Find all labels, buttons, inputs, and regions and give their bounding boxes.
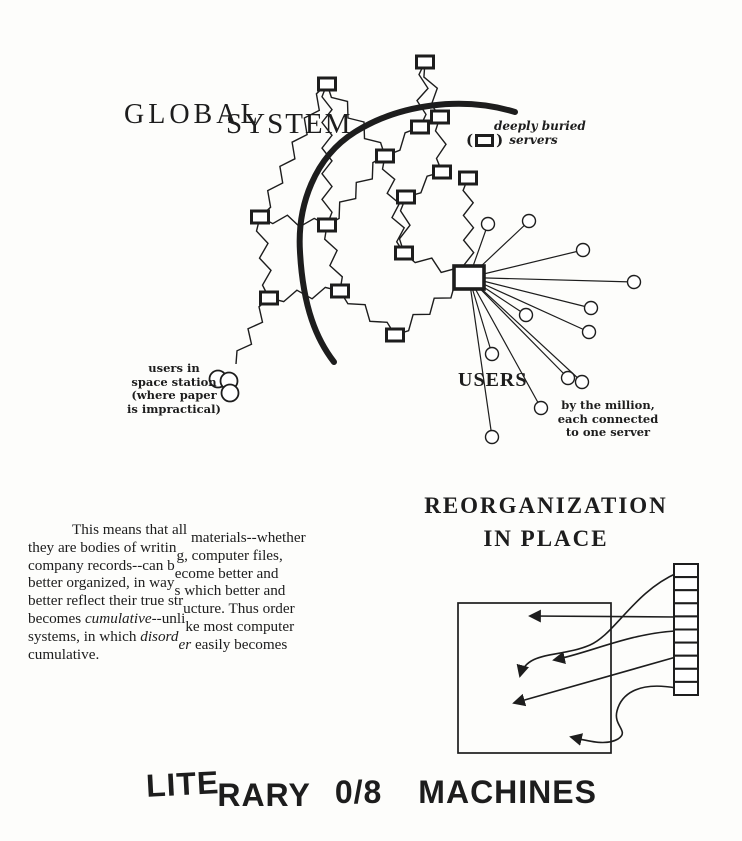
user-terminal — [482, 218, 495, 231]
server-node — [252, 211, 269, 223]
paragraph-line: This means that all materials--whether — [72, 521, 306, 546]
book-title — [145, 764, 597, 813]
reorg-arrow — [530, 616, 676, 617]
station-caption-line: is impractical) — [127, 401, 221, 416]
zigzag-link — [417, 62, 428, 127]
stack-cell — [674, 616, 698, 629]
deeply-buried-line1: deeply buried — [494, 119, 586, 133]
user-terminal — [576, 376, 589, 389]
stack-cell — [674, 577, 698, 590]
user-terminal — [523, 215, 536, 228]
server-node — [412, 121, 429, 133]
reorg-arrow — [554, 631, 675, 660]
server-node — [398, 191, 415, 203]
user-terminal — [577, 244, 590, 257]
server-node — [396, 247, 413, 259]
server-node — [377, 150, 394, 162]
user-terminal — [628, 276, 641, 289]
zigzag-link — [327, 156, 385, 225]
zigzag-link — [257, 217, 272, 298]
station-caption-line: (where paper — [131, 388, 217, 402]
user-link-line — [469, 278, 591, 309]
million-caption-line: to one server — [565, 425, 651, 439]
user-link-line — [469, 278, 582, 383]
book-title-lite: LITE — [145, 764, 221, 804]
paragraph-line: becomes cumulative--unlike most computer — [28, 609, 295, 635]
stack-cell — [674, 603, 698, 616]
million-caption-line: by the million, — [561, 398, 655, 412]
reorg-arrow — [520, 573, 677, 676]
deeply-buried-servers-word: servers — [509, 133, 558, 147]
paragraph-line: company records--can become better and — [28, 556, 279, 582]
server-node — [332, 285, 349, 297]
paren-close: ) — [496, 131, 504, 149]
system-label: SYSTEM — [226, 108, 353, 140]
server-node — [319, 78, 336, 90]
station-caption-line: space station — [131, 374, 217, 389]
zigzag-link — [260, 84, 327, 217]
server-node — [387, 329, 404, 341]
book-title-rary: RARY — [217, 777, 311, 813]
users-label: USERS — [458, 369, 528, 391]
server-node — [261, 292, 278, 304]
folded-paragraph — [28, 521, 368, 663]
user-link-line — [469, 278, 634, 283]
reorg-arrow — [571, 686, 676, 742]
user-terminal — [520, 309, 533, 322]
reorg-arrow — [514, 657, 676, 703]
paragraph-line: they are bodies of writing, computer files, — [28, 538, 283, 564]
server-node — [434, 166, 451, 178]
stack-cell — [674, 643, 698, 656]
deeply-buried-caption — [466, 119, 586, 147]
reorganization-title-line2: IN PLACE — [483, 526, 609, 551]
station-zigzag-link — [236, 298, 269, 364]
user-terminal — [583, 326, 596, 339]
deeply-buried-line2 — [466, 133, 586, 147]
million-caption-line: each connected — [557, 411, 659, 426]
million-caption — [550, 399, 666, 440]
user-link-line — [469, 278, 589, 333]
stack-cell — [674, 669, 698, 682]
paren-open: ( — [466, 131, 474, 149]
space-station-caption — [118, 362, 230, 416]
book-title-machines: MACHINES — [418, 774, 597, 810]
server-node — [417, 56, 434, 68]
user-terminal — [562, 372, 575, 385]
paragraph-line: better organized, in ways which better and — [28, 574, 286, 600]
server-node — [319, 219, 336, 231]
reorganization-title — [398, 489, 694, 555]
zigzag-link — [436, 117, 447, 172]
document-square — [458, 603, 611, 753]
user-link-line — [469, 250, 583, 278]
main-server-node — [454, 266, 484, 289]
user-terminal — [585, 302, 598, 315]
user-terminal — [486, 348, 499, 361]
server-box-icon — [475, 134, 494, 147]
server-node — [432, 111, 449, 123]
reorganization-title-line1: REORGANIZATION — [424, 493, 668, 518]
zigzag-link — [463, 178, 474, 278]
zigzag-link — [260, 215, 327, 227]
user-terminal — [535, 402, 548, 415]
stack-cell — [674, 656, 698, 669]
station-caption-line: users in — [148, 361, 200, 375]
stack-cell — [674, 590, 698, 603]
zigzag-link — [325, 225, 343, 291]
user-terminal — [486, 431, 499, 444]
global-label: GLOBAL — [124, 99, 262, 130]
paragraph-line: systems, in which disorder easily becomes — [28, 627, 288, 653]
stack-cell — [674, 630, 698, 643]
server-node — [460, 172, 477, 184]
paragraph-line: cumulative. — [28, 645, 100, 663]
paragraph-line: better reflect their true structure. Thus order — [28, 592, 295, 618]
stack-cell — [674, 564, 698, 577]
stack-cell — [674, 682, 698, 695]
book-title-chapter-number: 0/8 — [334, 774, 383, 810]
